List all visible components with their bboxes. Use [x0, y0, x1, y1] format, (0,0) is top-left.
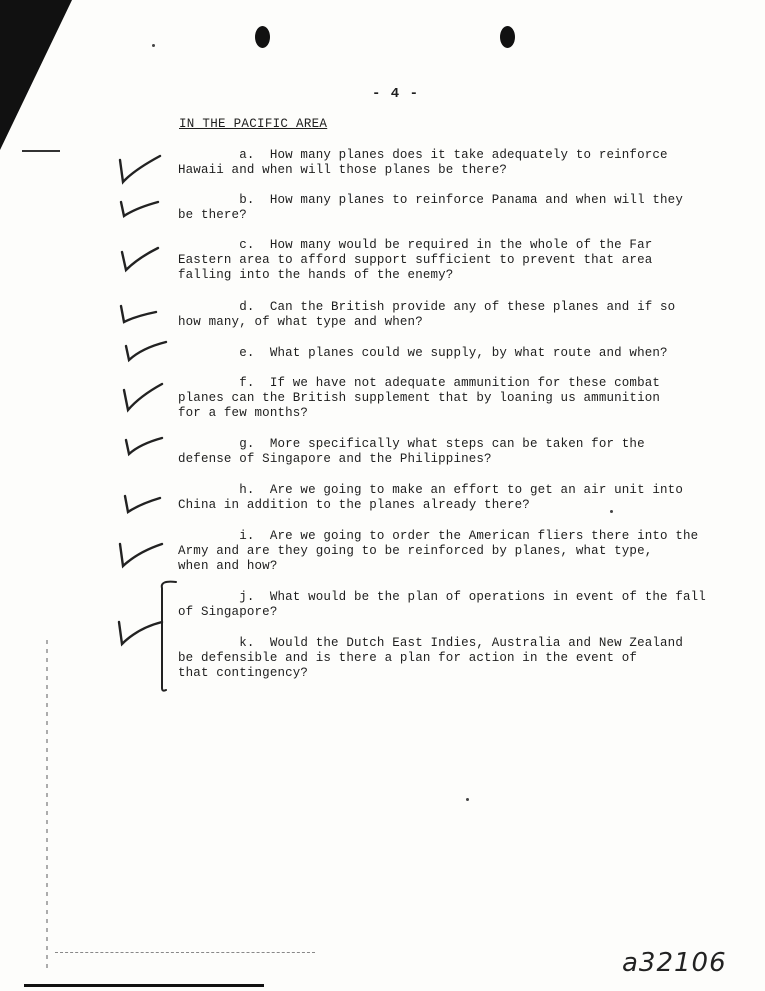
question-c: c. How many would be required in the whole of the Far Eastern area to afford support sufficient to prevent that area falling into the hands of the enemy?: [178, 238, 653, 282]
punch-hole-left: [255, 26, 270, 48]
check-mark-icon: [118, 244, 164, 274]
check-mark-icon: [114, 536, 166, 570]
question-g: g. More specifically what steps can be taken for the defense of Singapore and the Philippines?: [178, 437, 645, 466]
question-j: j. What would be the plan of operations in event of the fall of Singapore?: [178, 590, 706, 619]
check-mark-icon: [120, 338, 170, 364]
archive-number: a32106: [622, 948, 727, 978]
margin-mark: [22, 150, 60, 152]
handwritten-bracket: [150, 578, 180, 698]
page-number: - 4 -: [372, 86, 420, 102]
question-e: e. What planes could we supply, by what route and when?: [178, 346, 668, 360]
check-mark-icon: [116, 196, 162, 222]
bottom-divider: [55, 952, 315, 954]
question-h: h. Are we going to make an effort to get an air unit into China in addition to the planes already there?: [178, 483, 683, 512]
page-corner-shadow: [0, 0, 80, 160]
question-a: a. How many planes does it take adequately to reinforce Hawaii and when will those planes be there?: [178, 148, 668, 177]
question-i: i. Are we going to order the American fliers there into the Army and are they going to be reinforced by planes, what type, when and how?: [178, 529, 699, 573]
section-heading: IN THE PACIFIC AREA: [179, 117, 328, 131]
speck: [152, 44, 155, 47]
check-mark-icon: [120, 432, 166, 458]
margin-line: [46, 640, 48, 970]
punch-hole-right: [500, 26, 515, 48]
question-b: b. How many planes to reinforce Panama and when will they be there?: [178, 193, 683, 222]
question-k: k. Would the Dutch East Indies, Australia and New Zealand be defensible and is there a plan for action in the event of that contingency?: [178, 636, 683, 680]
question-f: f. If we have not adequate ammunition for these combat planes can the British supplement that by loaning us ammunition for a few months?: [178, 376, 661, 420]
check-mark-icon: [116, 300, 162, 328]
speck: [610, 510, 613, 513]
check-mark-icon: [114, 152, 164, 188]
check-mark-icon: [120, 490, 166, 518]
speck: [466, 798, 469, 801]
check-mark-icon: [118, 380, 166, 414]
question-d: d. Can the British provide any of these planes and if so how many, of what type and when?: [178, 300, 676, 329]
bottom-edge-line: [24, 984, 264, 987]
